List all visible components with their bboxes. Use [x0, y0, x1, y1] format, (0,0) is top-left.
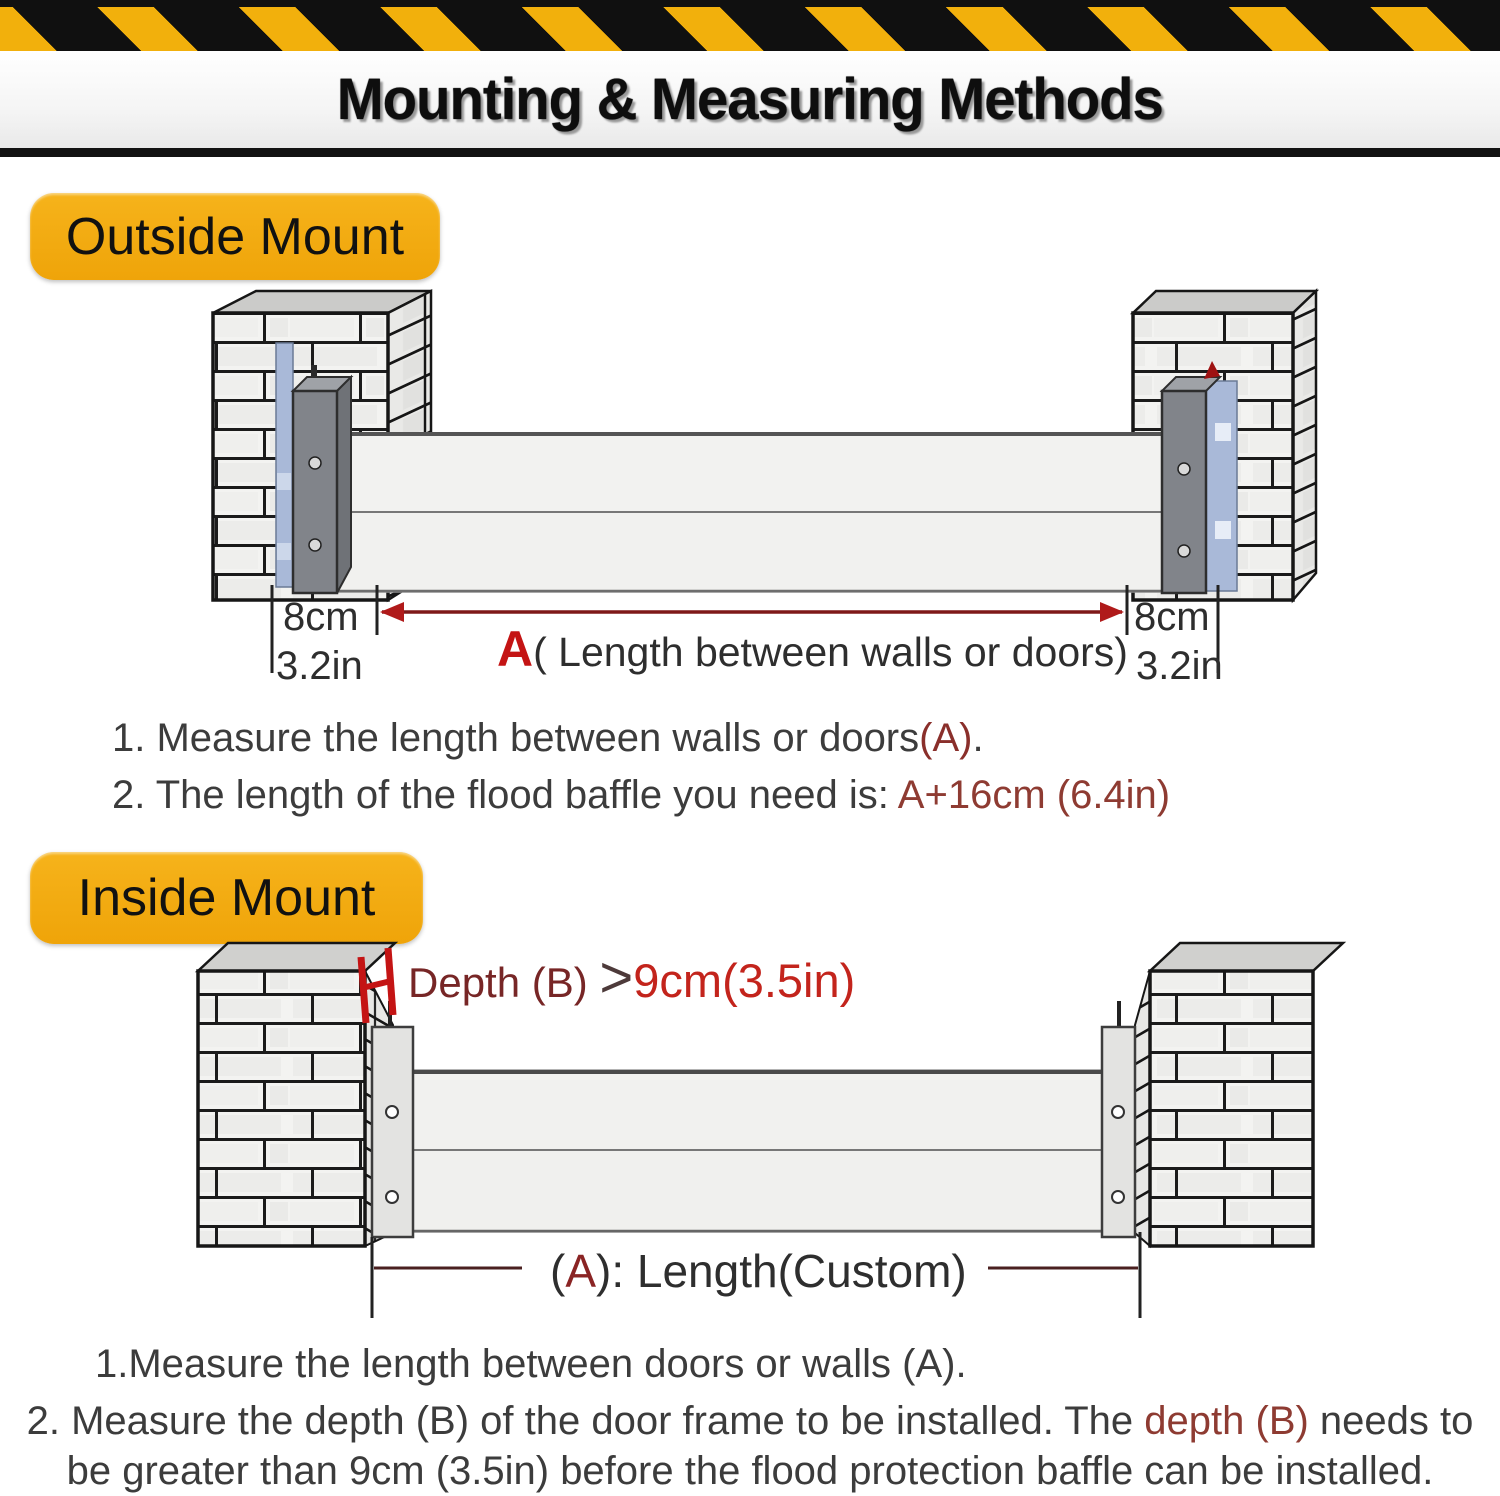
inside-step-1: 1.Measure the length between doors or walls (A).: [95, 1342, 967, 1386]
depth-value: 9cm(3.5in): [633, 954, 856, 1007]
span-letter-a: A: [497, 621, 534, 677]
screw-hole-icon: [386, 1191, 398, 1203]
dimension-group: [272, 585, 1223, 688]
arrowhead-left-icon: [380, 602, 404, 622]
mounting-channel-right: [1102, 1001, 1135, 1237]
screw-hole-icon: [1112, 1106, 1124, 1118]
mounting-channel-left: [372, 1001, 413, 1237]
screw-hole-icon: [386, 1106, 398, 1118]
outside-mount-label: Outside Mount: [65, 207, 405, 266]
dim-left-in: 3.2in: [276, 644, 363, 688]
flood-baffle: [413, 1070, 1102, 1232]
seal-gasket-right: [1206, 381, 1237, 591]
screw-hole-icon: [309, 539, 321, 551]
paren-open: (: [550, 1245, 566, 1297]
outside-step2-text: 2. The length of the flood baffle you need is:: [112, 773, 898, 817]
inside-step2-ref: depth (B): [1144, 1399, 1309, 1443]
depth-label: [408, 945, 855, 1010]
outside-step2-value: A+16cm (6.4in): [897, 773, 1171, 817]
header-rule: [0, 148, 1500, 157]
outside-step1-text: 1. Measure the length between walls or doors: [112, 716, 920, 760]
span-dimension-label: [497, 621, 1128, 677]
hazard-stripe-band: [0, 7, 1500, 51]
outside-step1-end: .: [972, 716, 984, 760]
outside-step1-ref-a: (A): [919, 716, 973, 760]
flood-baffle: [337, 433, 1163, 592]
outside-step-1: [112, 716, 984, 761]
arrowhead-right-icon: [1100, 602, 1124, 622]
length-custom-label: [550, 1245, 967, 1297]
inside-mount-label: Inside Mount: [77, 869, 376, 927]
screw-hole-icon: [309, 457, 321, 469]
inside-step-2: [20, 1396, 1480, 1496]
outside-step-2: [112, 773, 1170, 818]
title-band: [0, 51, 1500, 148]
span-caption: ( Length between walls or doors): [533, 629, 1128, 675]
inside-step2-post: needs to be greater than 9cm (3.5in) before the flood protection baffle can be installed.: [66, 1399, 1474, 1493]
dim-right-in: 3.2in: [1136, 644, 1223, 688]
inside-mount-diagram: [0, 935, 1500, 1320]
seal-gasket-left: [276, 343, 293, 587]
outside-mount-diagram: [0, 283, 1500, 705]
brick-pillar-right: [1135, 943, 1343, 1246]
page-title: Mounting & Measuring Methods: [336, 67, 1164, 132]
length-caption: ): Length(Custom): [596, 1245, 967, 1297]
mounting-channel-left: [293, 365, 351, 593]
screw-hole-icon: [1112, 1191, 1124, 1203]
greater-than-icon: >: [599, 945, 634, 1010]
screw-hole-icon: [1178, 545, 1190, 557]
inside-mount-badge: [30, 852, 423, 944]
outside-mount-badge: [30, 193, 440, 280]
depth-label-text: Depth (B): [408, 959, 600, 1006]
screw-hole-icon: [1178, 463, 1190, 475]
inside-step2-pre: 2. Measure the depth (B) of the door frame to be installed. The: [26, 1399, 1145, 1443]
dimension-group: [372, 1232, 1140, 1318]
dim-left-cm: 8cm: [283, 595, 359, 639]
hazard-top-bar: [0, 0, 1500, 7]
dim-right-cm: 8cm: [1134, 595, 1210, 639]
letter-a: A: [565, 1245, 597, 1297]
